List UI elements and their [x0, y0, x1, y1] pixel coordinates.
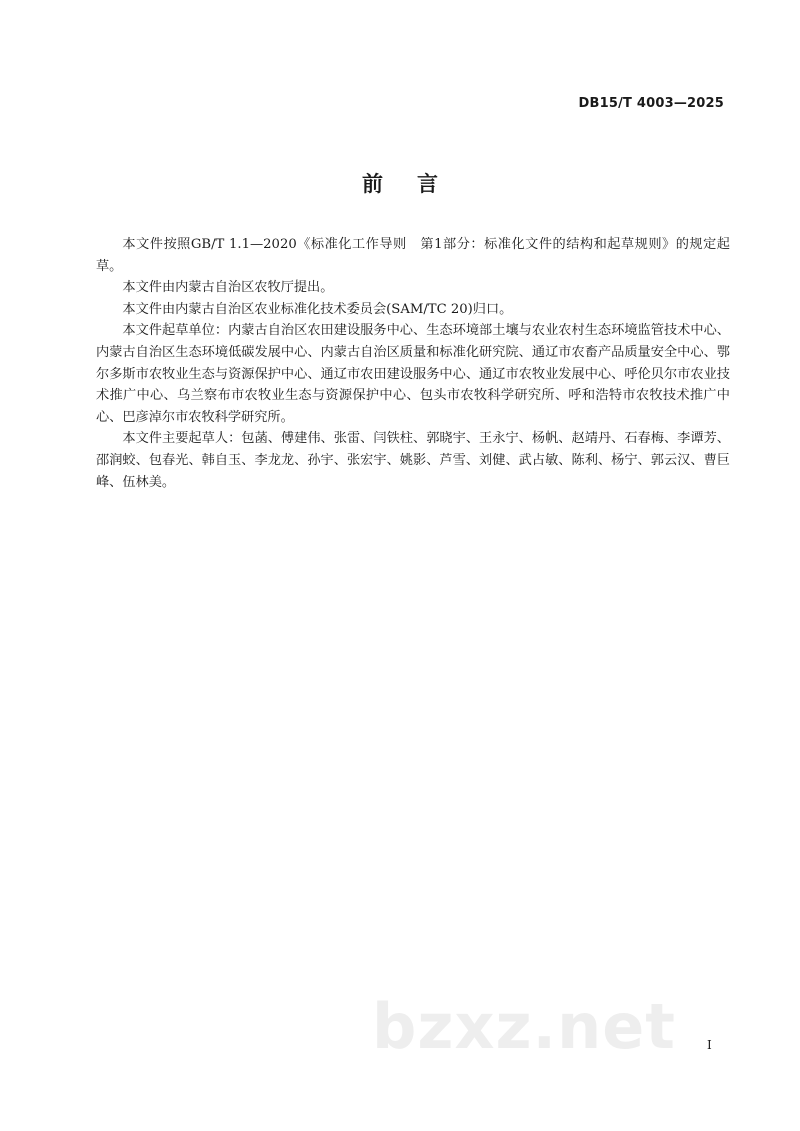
paragraph-drafting-basis: 本文件按照GB/T 1.1—2020《标准化工作导则 第1部分：标准化文件的结构和起草规则》的规定起草。 [96, 237, 730, 274]
page-number: I [707, 1038, 712, 1052]
document-code: DB15/T 4003—2025 [578, 96, 724, 111]
paragraph-proposer: 本文件由内蒙古自治区农牧厅提出。 [122, 280, 334, 296]
paragraph-drafting-units: 本文件起草单位：内蒙古自治区农田建设服务中心、生态环境部土壤与农业农村生态环境监管技术中心、内蒙古自治区生态环境低碳发展中心、内蒙古自治区质量和标准化研究院、通辽市农畜产品质量安全中心、鄂尔多斯市农牧业生态与资源保护中心、通辽市农田建设服务中心、通辽市农牧业发展中心、呼伦贝尔市农业技术推广中心、乌兰察布市农牧业生态与资源保护中心、包头市农牧科学研究所、呼和浩特市农牧技术推广中心、巴彦淖尔市农牧科学研究所。 [96, 323, 730, 425]
watermark: bzxz.net [372, 990, 676, 1063]
foreword-body [96, 234, 730, 493]
page-title: 前言 [362, 172, 472, 196]
paragraph-technical-committee: 本文件由内蒙古自治区农业标准化技术委员会(SAM/TC 20)归口。 [122, 301, 513, 317]
paragraph-drafters: 本文件主要起草人：包菡、傅建伟、张雷、闫铁柱、郭晓宇、王永宁、杨帆、赵靖丹、石春梅、李谭芳、邵润蛟、包春光、韩自玉、李龙龙、孙宇、张宏宇、姚影、芦雪、刘健、武占敏、陈利、杨宁、郭云汉、曹巨峰、伍林美。 [96, 431, 730, 490]
